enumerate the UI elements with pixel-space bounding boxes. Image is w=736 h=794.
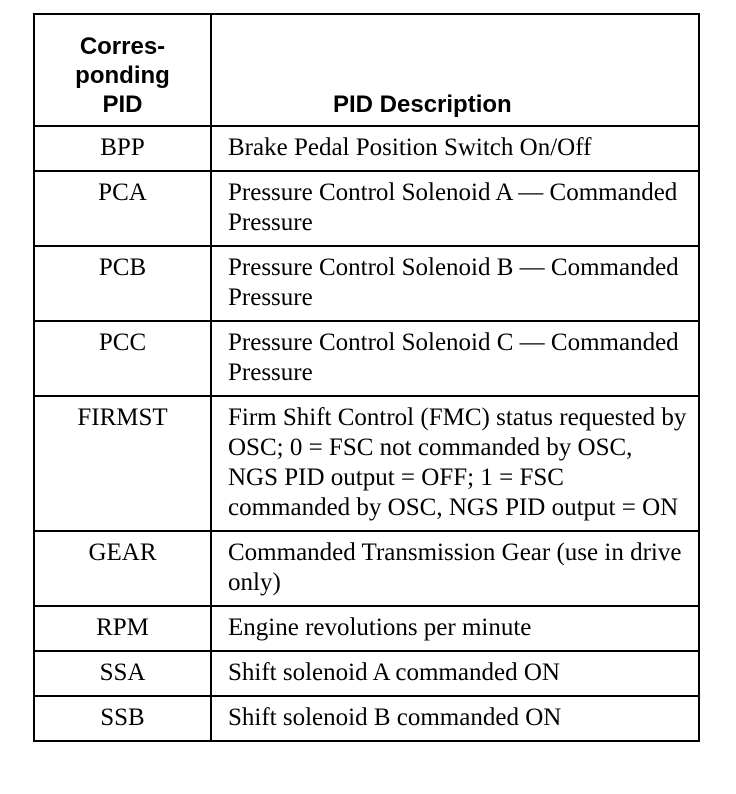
description-cell: Brake Pedal Position Switch On/Off bbox=[211, 126, 699, 171]
header-pid-line: ponding bbox=[75, 62, 170, 89]
table-row bbox=[34, 651, 699, 696]
description-cell: Commanded Transmission Gear (use in drive only) bbox=[211, 531, 699, 606]
pid-cell: SSA bbox=[34, 651, 211, 696]
table-row bbox=[34, 246, 699, 321]
header-pid-line: Corres- bbox=[79, 33, 166, 60]
description-cell: Pressure Control Solenoid B — Commanded Pressure bbox=[211, 246, 699, 321]
pid-cell: PCA bbox=[34, 171, 211, 246]
header-pid-line: PID bbox=[102, 91, 143, 118]
table-row bbox=[34, 321, 699, 396]
pid-cell: FIRMST bbox=[34, 396, 211, 531]
table-row bbox=[34, 606, 699, 651]
table-row bbox=[34, 171, 699, 246]
pid-cell: PCB bbox=[34, 246, 211, 321]
pid-cell: PCC bbox=[34, 321, 211, 396]
description-cell: Shift solenoid A commanded ON bbox=[211, 651, 699, 696]
description-cell: Engine revolutions per minute bbox=[211, 606, 699, 651]
header-corresponding-pid bbox=[34, 14, 211, 126]
description-cell: Firm Shift Control (FMC) status requested by OSC; 0 = FSC not commanded by OSC, NGS PID output = OFF; 1 = FSC commanded by OSC, NGS PID output = ON bbox=[211, 396, 699, 531]
description-cell: Shift solenoid B commanded ON bbox=[211, 696, 699, 741]
table-header-row bbox=[34, 14, 699, 126]
pid-table bbox=[33, 13, 700, 742]
pid-cell: RPM bbox=[34, 606, 211, 651]
header-pid-description: PID Description bbox=[211, 14, 699, 126]
pid-cell: SSB bbox=[34, 696, 211, 741]
table-row bbox=[34, 696, 699, 741]
table-row bbox=[34, 396, 699, 531]
table-row bbox=[34, 531, 699, 606]
description-cell: Pressure Control Solenoid A — Commanded Pressure bbox=[211, 171, 699, 246]
pid-cell: BPP bbox=[34, 126, 211, 171]
description-cell: Pressure Control Solenoid C — Commanded Pressure bbox=[211, 321, 699, 396]
table-row bbox=[34, 126, 699, 171]
pid-cell: GEAR bbox=[34, 531, 211, 606]
